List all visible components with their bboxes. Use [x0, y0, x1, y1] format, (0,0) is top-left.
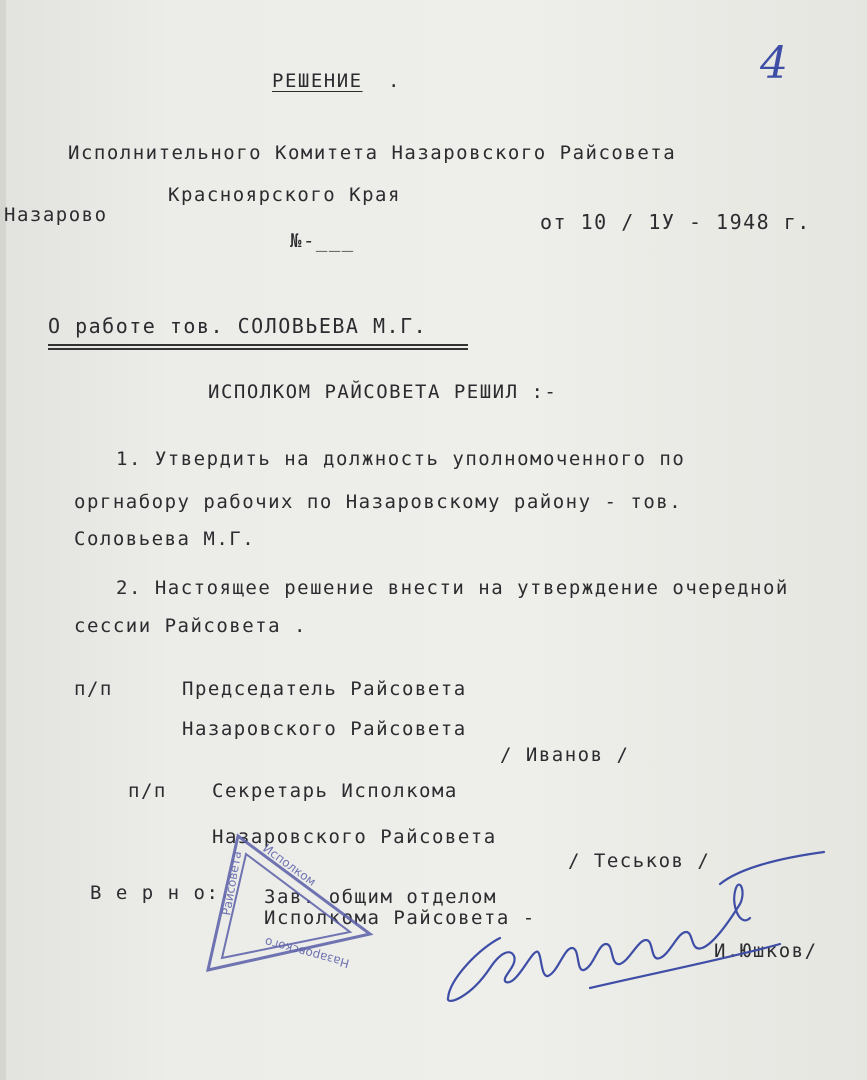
document-number: №-___: [290, 230, 355, 252]
chairman-title-2: Назаровского Райсовета: [182, 718, 467, 740]
svg-text:Назаровского: Назаровского: [263, 934, 351, 971]
svg-text:Исполком: Исполком: [260, 841, 319, 889]
item-2-line-1: 2. Настоящее решение внести на утверждение очередной: [116, 577, 789, 599]
page-number: 4: [760, 38, 788, 89]
document-date: от 10 / 1У - 1948 г.: [540, 210, 811, 234]
verno-name: И.Юшков/: [714, 940, 818, 962]
place-name: Назарово: [4, 204, 108, 226]
secretary-title-2: Назаровского Райсовета: [212, 826, 497, 848]
item-1-line-2: оргнабору рабочих по Назаровскому району - тов.: [74, 491, 683, 513]
chairman-name: / Иванов /: [500, 744, 630, 766]
document-title: РЕШЕНИЕ: [272, 70, 363, 92]
secretary-title-1: Секретарь Исполкома: [212, 780, 458, 802]
page-edge: [0, 0, 6, 1080]
secretary-pp: п/п: [128, 780, 167, 802]
resolved-heading: ИСПОЛКОМ РАЙСОВЕТА РЕШИЛ :-: [208, 381, 558, 403]
subject-double-underline: [48, 344, 468, 350]
verno-label: В е р н о:: [90, 882, 220, 904]
triangular-stamp: [200, 828, 380, 978]
org-line-1: Исполнительного Комитета Назаровского Райсовета: [68, 142, 677, 164]
verno-title-2: Исполкома Райсовета -: [264, 907, 536, 929]
handwritten-signature: [440, 848, 840, 1008]
item-2-line-2: сессии Райсовета .: [74, 615, 307, 637]
item-1-line-3: Соловьева М.Г.: [74, 528, 256, 550]
chairman-title-1: Председатель Райсовета: [182, 678, 467, 700]
chairman-pp: п/п: [74, 678, 113, 700]
svg-text:Райсовета: Райсовета: [219, 849, 245, 917]
subject-line: О работе тов. СОЛОВЬЕВА М.Г.: [48, 314, 428, 338]
document-title-dot: .: [388, 70, 401, 92]
secretary-name: / Теськов /: [568, 850, 711, 872]
org-line-2: Красноярского Края: [168, 184, 401, 206]
verno-title-1: Зав. общим отделом: [264, 886, 497, 908]
item-1-line-1: 1. Утвердить на должность уполномоченного по: [116, 448, 686, 470]
